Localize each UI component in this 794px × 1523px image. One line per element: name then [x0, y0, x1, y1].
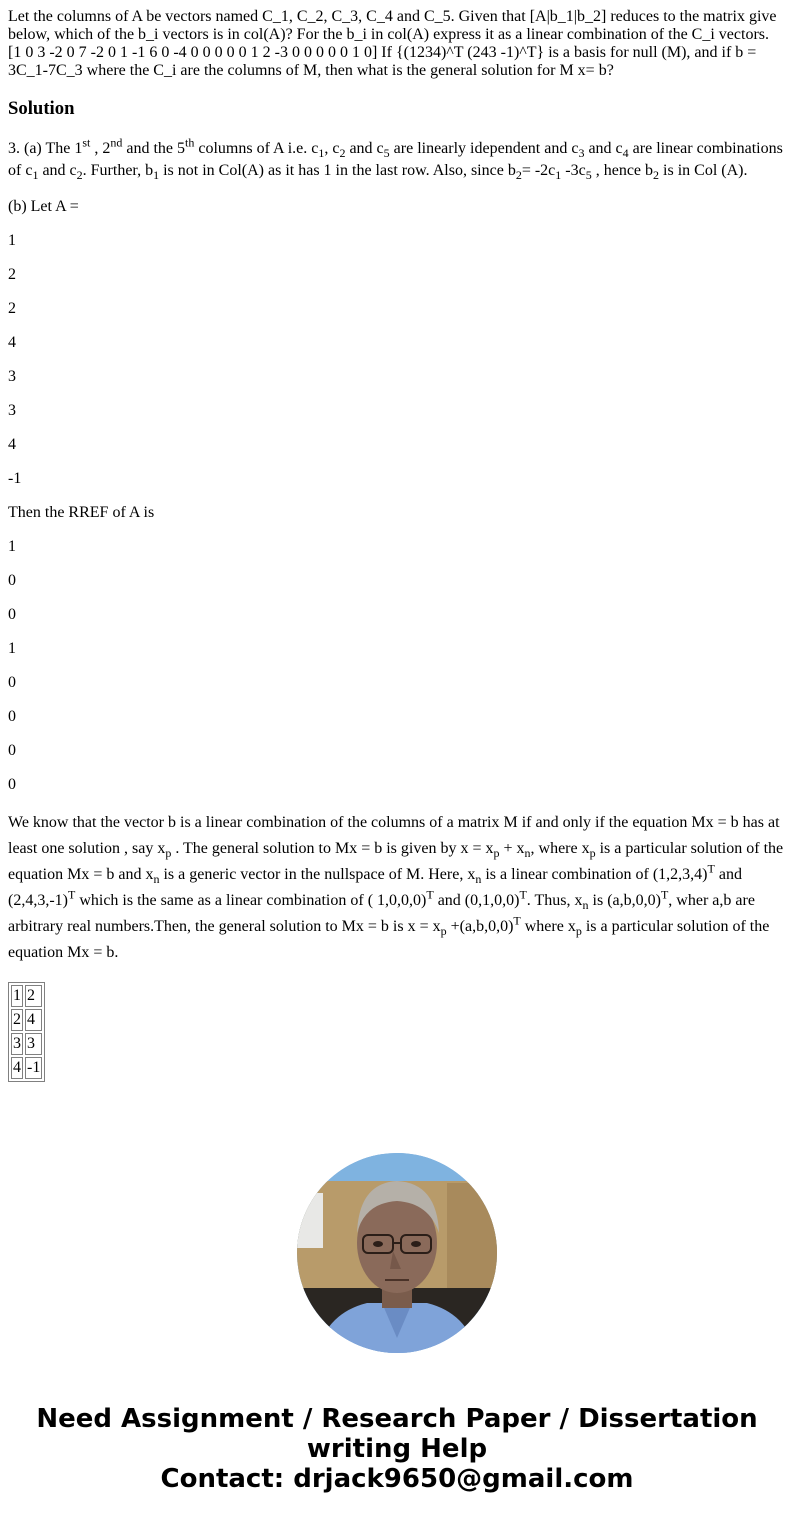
- matrix-value: 2: [8, 300, 16, 317]
- matrix-value: 3: [8, 402, 16, 419]
- table-cell: 2: [25, 985, 42, 1007]
- solution-heading: Solution: [8, 98, 75, 119]
- table-cell: 2: [11, 1009, 23, 1031]
- person-photo-icon: [297, 1153, 497, 1353]
- rref-value: 0: [8, 572, 16, 589]
- rref-value: 0: [8, 674, 16, 691]
- rref-values: [8, 538, 786, 794]
- part-a-paragraph: 3. (a) The 1st , 2nd and the 5th columns of A i.e. $c_1$, $c_2$ and $c_5$ are linearly idependent and $c_3$ and $c_4$ are linear combinations of $c_1$ and $c_2$. Further, $b_1$ is not in Col(A) as it has 1 in the last row. Also, since $b_2= -2c_1$ $-3c_5$ , hence $b_2$ is in Col (A).: [8, 135, 783, 183]
- rref-value: 1: [8, 538, 16, 555]
- table-cell: 3: [11, 1033, 23, 1055]
- rref-value: 0: [8, 742, 16, 759]
- promo-line-2: writing Help: [306, 1434, 488, 1464]
- rref-value: 0: [8, 606, 16, 623]
- table-cell: 4: [11, 1057, 23, 1079]
- promo-banner: [0, 1404, 794, 1494]
- matrix-value: 4: [8, 436, 16, 453]
- rref-value: 0: [8, 776, 16, 793]
- table-row: [11, 985, 42, 1007]
- table-row: [11, 1033, 42, 1055]
- matrix-value: 3: [8, 368, 16, 385]
- matrix-a-values: [8, 232, 786, 488]
- table-row: [11, 1057, 42, 1079]
- author-avatar: [297, 1153, 497, 1353]
- rref-intro: Then the RREF of A is: [8, 504, 155, 521]
- part-b-intro: (b) Let A =: [8, 198, 79, 215]
- table-cell: 3: [25, 1033, 42, 1055]
- matrix-value: 2: [8, 266, 16, 283]
- question-text: Let the columns of A be vectors named C_1, C_2, C_3, C_4 and C_5. Given that [A|b_1|b_2] reduces to the matrix give below, which of the b_i vectors is in col(A)? For the b_i in col(A) express it as a linear combination of the C_i vectors. [1 0 3 -2 0 7 -2 0 1 -1 6 0 -4 0 0 0 0 0 1 2 -3 0 0 0 0 0 1 0] If {(1234)^T (243 -1)^T} is a basis for null (M), and if b = 3C_1-7C_3 where the C_i are the columns of M, then what is the general solution for M x= b?: [8, 8, 777, 79]
- table-cell: 1: [11, 985, 23, 1007]
- matrix-value: 1: [8, 232, 16, 249]
- promo-contact: Contact: drjack9650@gmail.com: [160, 1464, 634, 1494]
- rref-value: 1: [8, 640, 16, 657]
- matrix-value: -1: [8, 470, 22, 487]
- basis-vectors-table: [8, 982, 45, 1082]
- table-cell: -1: [25, 1057, 42, 1079]
- rref-value: 0: [8, 708, 16, 725]
- promo-line-1: Need Assignment / Research Paper / Dissertation: [36, 1404, 758, 1434]
- matrix-value: 4: [8, 334, 16, 351]
- table-row: [11, 1009, 42, 1031]
- table-cell: 4: [25, 1009, 42, 1031]
- explanation-paragraph: We know that the vector b is a linear combination of the columns of a matrix M if and only if the equation Mx = b has at least one solution , say $x_p$ . The general solution to Mx = b is given by $x = x_p + x_n$, where $x_p$ is a particular solution of the equation Mx = b and $x_n$ is a generic vector in the nullspace of M. Here, $x_n$ is a linear combination of $(1,2,3,4)^T$ and $(2,4,3,-1)^T$ which is the same as a linear combination of ( 1,0,0,0)$^T$ and $(0,1,0,0)^T$. Thus, $x_n$ is $(a,b,0,0)^T$, wher a,b are arbitrary real numbers.Then, the general solution to Mx = b is $x = x_p +(a,b,0,0)^T$ where $x_p$ is a particular solution of the equation Mx = b.: [8, 814, 784, 961]
